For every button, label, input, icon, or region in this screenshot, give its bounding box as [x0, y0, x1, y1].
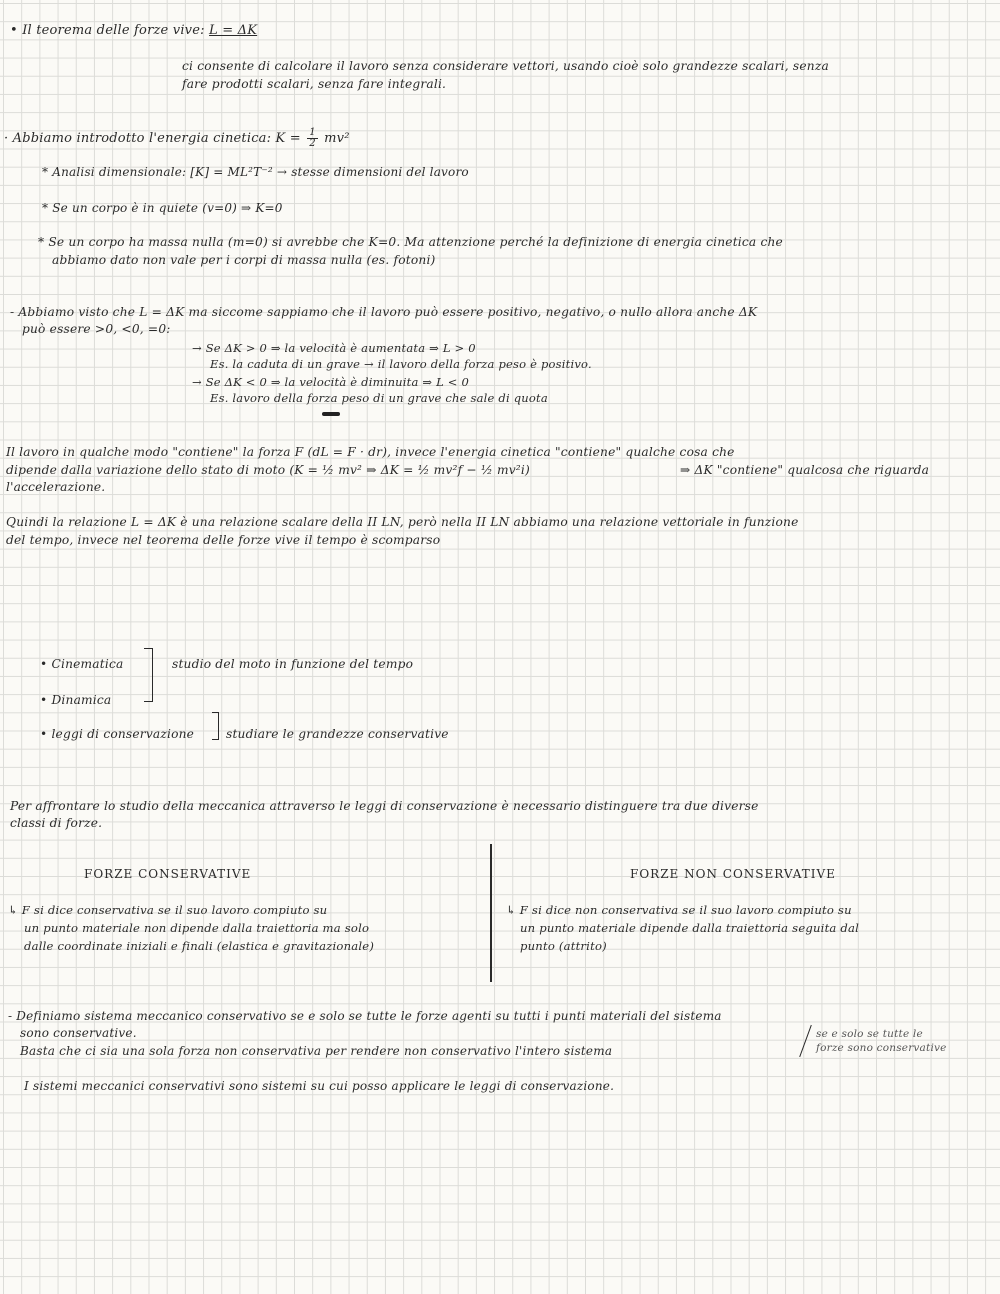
- conservative-line3: dalle coordinate iniziali e finali (elastica e gravitazionale): [24, 939, 375, 953]
- work-vs-energy-line1: Il lavoro in qualche modo "contiene" la forza F (dL = F · dr), invece l'energia cinetica "contiene" qualche cosa che: [6, 445, 735, 459]
- nonconservative-line3: punto (attrito): [520, 939, 607, 953]
- nonconservative-line2: un punto materiale dipende dalla traiettoria seguita dal: [520, 921, 860, 935]
- item-dinamica: • Dinamica: [40, 693, 112, 707]
- case-negative-example: Es. lavoro della forza peso di un grave che sale di quota: [210, 391, 548, 405]
- theorem-desc-line1: ci consente di calcolare il lavoro senza considerare vettori, usando cioè solo grandezze scalari, senza: [182, 59, 829, 73]
- theorem-formula: L = ΔK: [209, 23, 258, 38]
- fraction-numerator: 1: [309, 127, 316, 138]
- force-classes-line2: classi di forze.: [10, 816, 103, 830]
- side-note-line2: forze sono conservative: [816, 1042, 947, 1054]
- system-def-line1: - Definiamo sistema meccanico conservativo se e solo se tutte le forze agenti su tutti i punti materiali del sistema: [8, 1009, 722, 1023]
- case-positive: → Se ΔK > 0 ⇒ la velocità è aumentata ⇒ L > 0: [192, 341, 476, 355]
- work-sign-line1: - Abbiamo visto che L = ΔK ma siccome sappiamo che il lavoro può essere positivo, negativo, o nullo allora anche ΔK: [10, 305, 758, 319]
- kinetic-energy-intro: [4, 128, 350, 149]
- work-sign-line2: può essere >0, <0, =0:: [22, 322, 171, 336]
- bracket-conservation: [212, 712, 219, 740]
- force-classes-line1: Per affrontare lo studio della meccanica attraverso le leggi di conservazione è necessario distinguere tra due diverse: [10, 799, 759, 813]
- column-divider: [490, 844, 492, 982]
- system-def-line2: sono conservative.: [20, 1026, 137, 1040]
- scalar-relation-line2: del tempo, invece nel teorema delle forze vive il tempo è scomparso: [6, 533, 441, 547]
- work-vs-energy-line3: l'accelerazione.: [6, 480, 106, 494]
- bullet-massless-line1: * Se un corpo ha massa nulla (m=0) si avrebbe che K=0. Ma attenzione perché la definizione di energia cinetica che: [38, 235, 783, 249]
- work-vs-energy-line2-right: ⇒ ΔK "contiene" qualcosa che riguarda: [680, 463, 930, 477]
- fraction-denominator: 2: [309, 138, 316, 149]
- bullet-rest: * Se un corpo è in quiete (v=0) ⇒ K=0: [42, 201, 283, 215]
- conservative-line2: un punto materiale non dipende dalla traiettoria ma solo: [24, 921, 370, 935]
- item-leggi: • leggi di conservazione: [40, 727, 195, 741]
- ink-mark: [322, 412, 340, 416]
- bracket1-text: studio del moto in funzione del tempo: [172, 657, 414, 671]
- scalar-relation-line1: Quindi la relazione L = ΔK è una relazione scalare della II LN, però nella II LN abbiamo una relazione vettoriale in funzione: [6, 515, 799, 529]
- note-divider: [799, 1025, 812, 1057]
- bracket-kinematics-dynamics: [144, 648, 153, 702]
- theorem-title: • Il teorema delle forze vive:: [10, 23, 205, 38]
- bullet-dimensional-analysis: * Analisi dimensionale: [K] = ML²T⁻² → stesse dimensioni del lavoro: [42, 165, 469, 179]
- nonconservative-title: FORZE NON CONSERVATIVE: [630, 867, 836, 881]
- bullet-massless-line2: abbiamo dato non vale per i corpi di massa nulla (es. fotoni): [52, 253, 436, 267]
- case-negative: → Se ΔK < 0 ⇒ la velocità è diminuita ⇒ L < 0: [192, 375, 469, 389]
- conservative-title: FORZE CONSERVATIVE: [84, 867, 252, 881]
- kinetic-formula-tail: mv²: [324, 131, 350, 146]
- bracket2-text: studiare le grandezze conservative: [226, 727, 449, 741]
- theorem-desc-line2: fare prodotti scalari, senza fare integrali.: [182, 77, 447, 91]
- side-note-line1: se e solo se tutte le: [816, 1028, 923, 1040]
- nonconservative-line1: ↳ F si dice non conservativa se il suo lavoro compiuto su: [506, 903, 852, 917]
- theorem-heading: [10, 22, 257, 39]
- system-def-line4: I sistemi meccanici conservativi sono sistemi su cui posso applicare le leggi di conservazione.: [24, 1079, 615, 1093]
- item-cinematica: • Cinematica: [40, 657, 124, 671]
- conservative-line1: ↳ F si dice conservativa se il suo lavoro compiuto su: [8, 903, 328, 917]
- work-vs-energy-line2: dipende dalla variazione dello stato di moto (K = ½ mv² ⇒ ΔK = ½ mv²f − ½ mv²i): [6, 463, 530, 477]
- half-fraction: [307, 128, 318, 149]
- case-positive-example: Es. la caduta di un grave → il lavoro della forza peso è positivo.: [210, 357, 592, 371]
- kinetic-intro-text: · Abbiamo introdotto l'energia cinetica: K =: [4, 131, 301, 146]
- system-def-line3: Basta che ci sia una sola forza non conservativa per rendere non conservativo l'intero sistema: [20, 1044, 613, 1058]
